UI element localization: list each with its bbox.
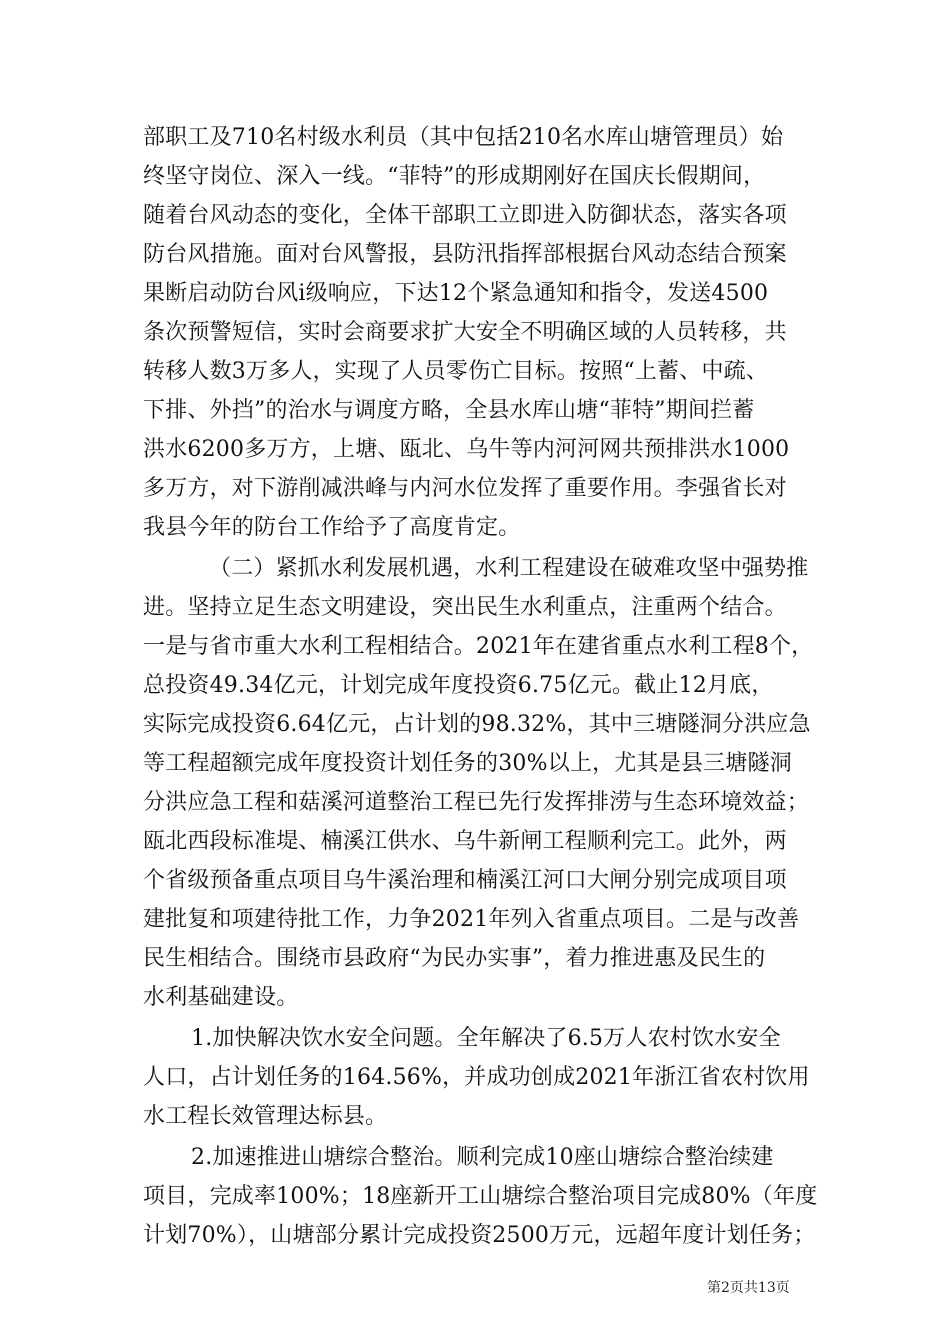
text-line: 人口，占计划任务的164.56%，并成功创成2021年浙江省农村饮用: [143, 1065, 810, 1090]
section-heading-line: （二）紧抓水利发展机遇，水利工程建设在破难攻坚中强势推: [209, 556, 809, 581]
text-line: 等工程超额完成年度投资计划任务的30%以上，尤其是县三塘隧洞: [143, 751, 792, 776]
text-line: 分洪应急工程和菇溪河道整治工程已先行发挥排涝与生态环境效益；: [143, 790, 810, 815]
text-line: 转移人数3万多人，实现了人员零伤亡目标。按照“上蓄、中疏、: [143, 359, 769, 384]
text-line: 我县今年的防台工作给予了高度肯定。: [143, 515, 521, 540]
text-line: 瓯北西段标准堤、楠溪江供水、乌牛新闸工程顺利完工。此外，两: [143, 829, 787, 854]
text-line: 建批复和项建待批工作，力争2021年列入省重点项目。二是与改善: [143, 907, 800, 932]
body-text: [143, 118, 818, 1255]
text-line: 防台风措施。面对台风警报，县防汛指挥部根据台风动态结合预案: [143, 242, 787, 267]
text-line: 一是与省市重大水利工程相结合。2021年在建省重点水利工程8个，: [143, 634, 814, 659]
text-line: 多万方，对下游削减洪峰与内河水位发挥了重要作用。李强省长对: [143, 476, 787, 501]
text-line: 计划70%），山塘部分累计完成投资2500万元，远超年度计划任务；: [143, 1223, 816, 1248]
text-line: 水利基础建设。: [143, 985, 299, 1010]
text-line: 民生相结合。围绕市县政府“为民办实事”，着力推进惠及民生的: [143, 946, 766, 971]
text-line: 随着台风动态的变化，全体干部职工立即进入防御状态，落实各项: [143, 203, 787, 228]
page-number: 第2页共13页: [707, 1280, 790, 1296]
text-line: 洪水6200多万方，上塘、瓯北、乌牛等内河河网共预排洪水1000: [143, 437, 790, 462]
text-line: 个省级预备重点项目乌牛溪治理和楠溪江河口大闸分别完成项目项: [143, 868, 787, 893]
list-item-line: 1.加快解决饮水安全问题。全年解决了6.5万人农村饮水安全: [191, 1026, 781, 1051]
list-item-line: 2.加速推进山塘综合整治。顺利完成10座山塘综合整治续建: [191, 1145, 774, 1170]
text-line: 总投资49.34亿元，计划完成年度投资6.75亿元。截止12月底，: [143, 673, 774, 698]
text-line: 下排、外挡”的治水与调度方略，全县水库山塘“菲特”期间拦蓄: [143, 398, 755, 423]
text-line: 果断启动防台风ⅰ级响应，下达12个紧急通知和指令，发送4500: [143, 281, 769, 306]
text-line: 条次预警短信，实时会商要求扩大安全不明确区域的人员转移，共: [143, 320, 787, 345]
text-line: 进。坚持立足生态文明建设，突出民生水利重点，注重两个结合。: [143, 595, 787, 620]
text-line: 部职工及710名村级水利员（其中包括210名水库山塘管理员）始: [143, 125, 784, 150]
text-line: 实际完成投资6.64亿元，占计划的98.32%，其中三塘隧洞分洪应急: [143, 712, 811, 737]
text-line: 水工程长效管理达标县。: [143, 1104, 388, 1129]
text-line: 终坚守岗位、深入一线。“菲特”的形成期刚好在国庆长假期间，: [143, 164, 766, 189]
text-line: 项目，完成率100%；18座新开工山塘综合整治项目完成80%（年度: [143, 1184, 818, 1209]
